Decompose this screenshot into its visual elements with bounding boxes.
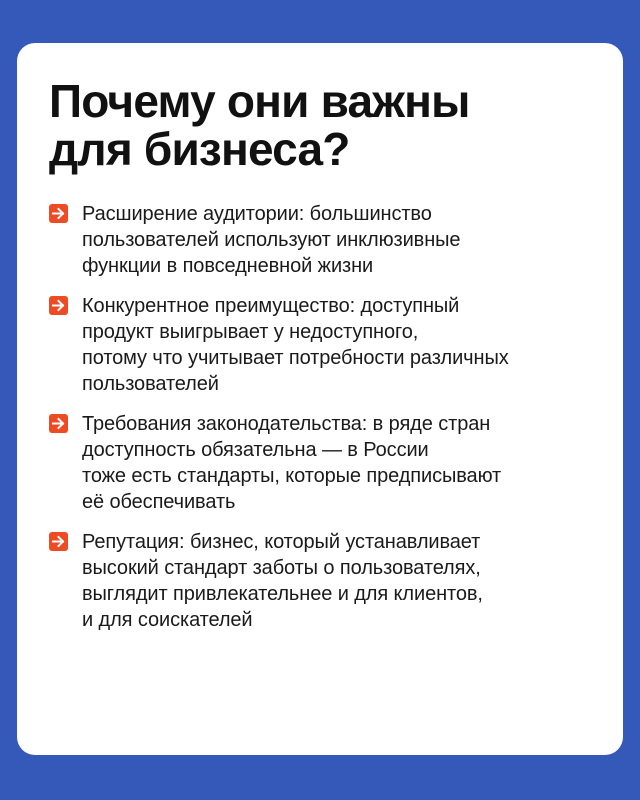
list-item [49, 411, 589, 515]
arrow-right-icon [49, 204, 68, 223]
arrow-right-icon [49, 532, 68, 551]
list-item-text: Конкурентное преимущество: доступный продукт выигрывает у недоступного, потому что учитывает потребности различных пользователей [82, 295, 509, 395]
list-item [49, 293, 589, 397]
reasons-list [49, 201, 589, 633]
content-card [17, 43, 623, 755]
arrow-right-icon [49, 414, 68, 433]
list-item-text: Требования законодательства: в ряде стран доступность обязательна — в России тоже есть стандарты, которые предписывают её обеспечивать [82, 413, 502, 513]
list-item-text: Репутация: бизнес, который устанавливает высокий стандарт заботы о пользователях, выглядит привлекательнее и для клиентов, и для соискателей [82, 531, 483, 631]
arrow-right-icon [49, 296, 68, 315]
list-item [49, 529, 589, 633]
list-item-text: Расширение аудитории: большинство пользователей используют инклюзивные функции в повседневной жизни [82, 203, 461, 277]
list-item [49, 201, 589, 279]
page-title: Почему они важны для бизнеса? [49, 75, 470, 175]
